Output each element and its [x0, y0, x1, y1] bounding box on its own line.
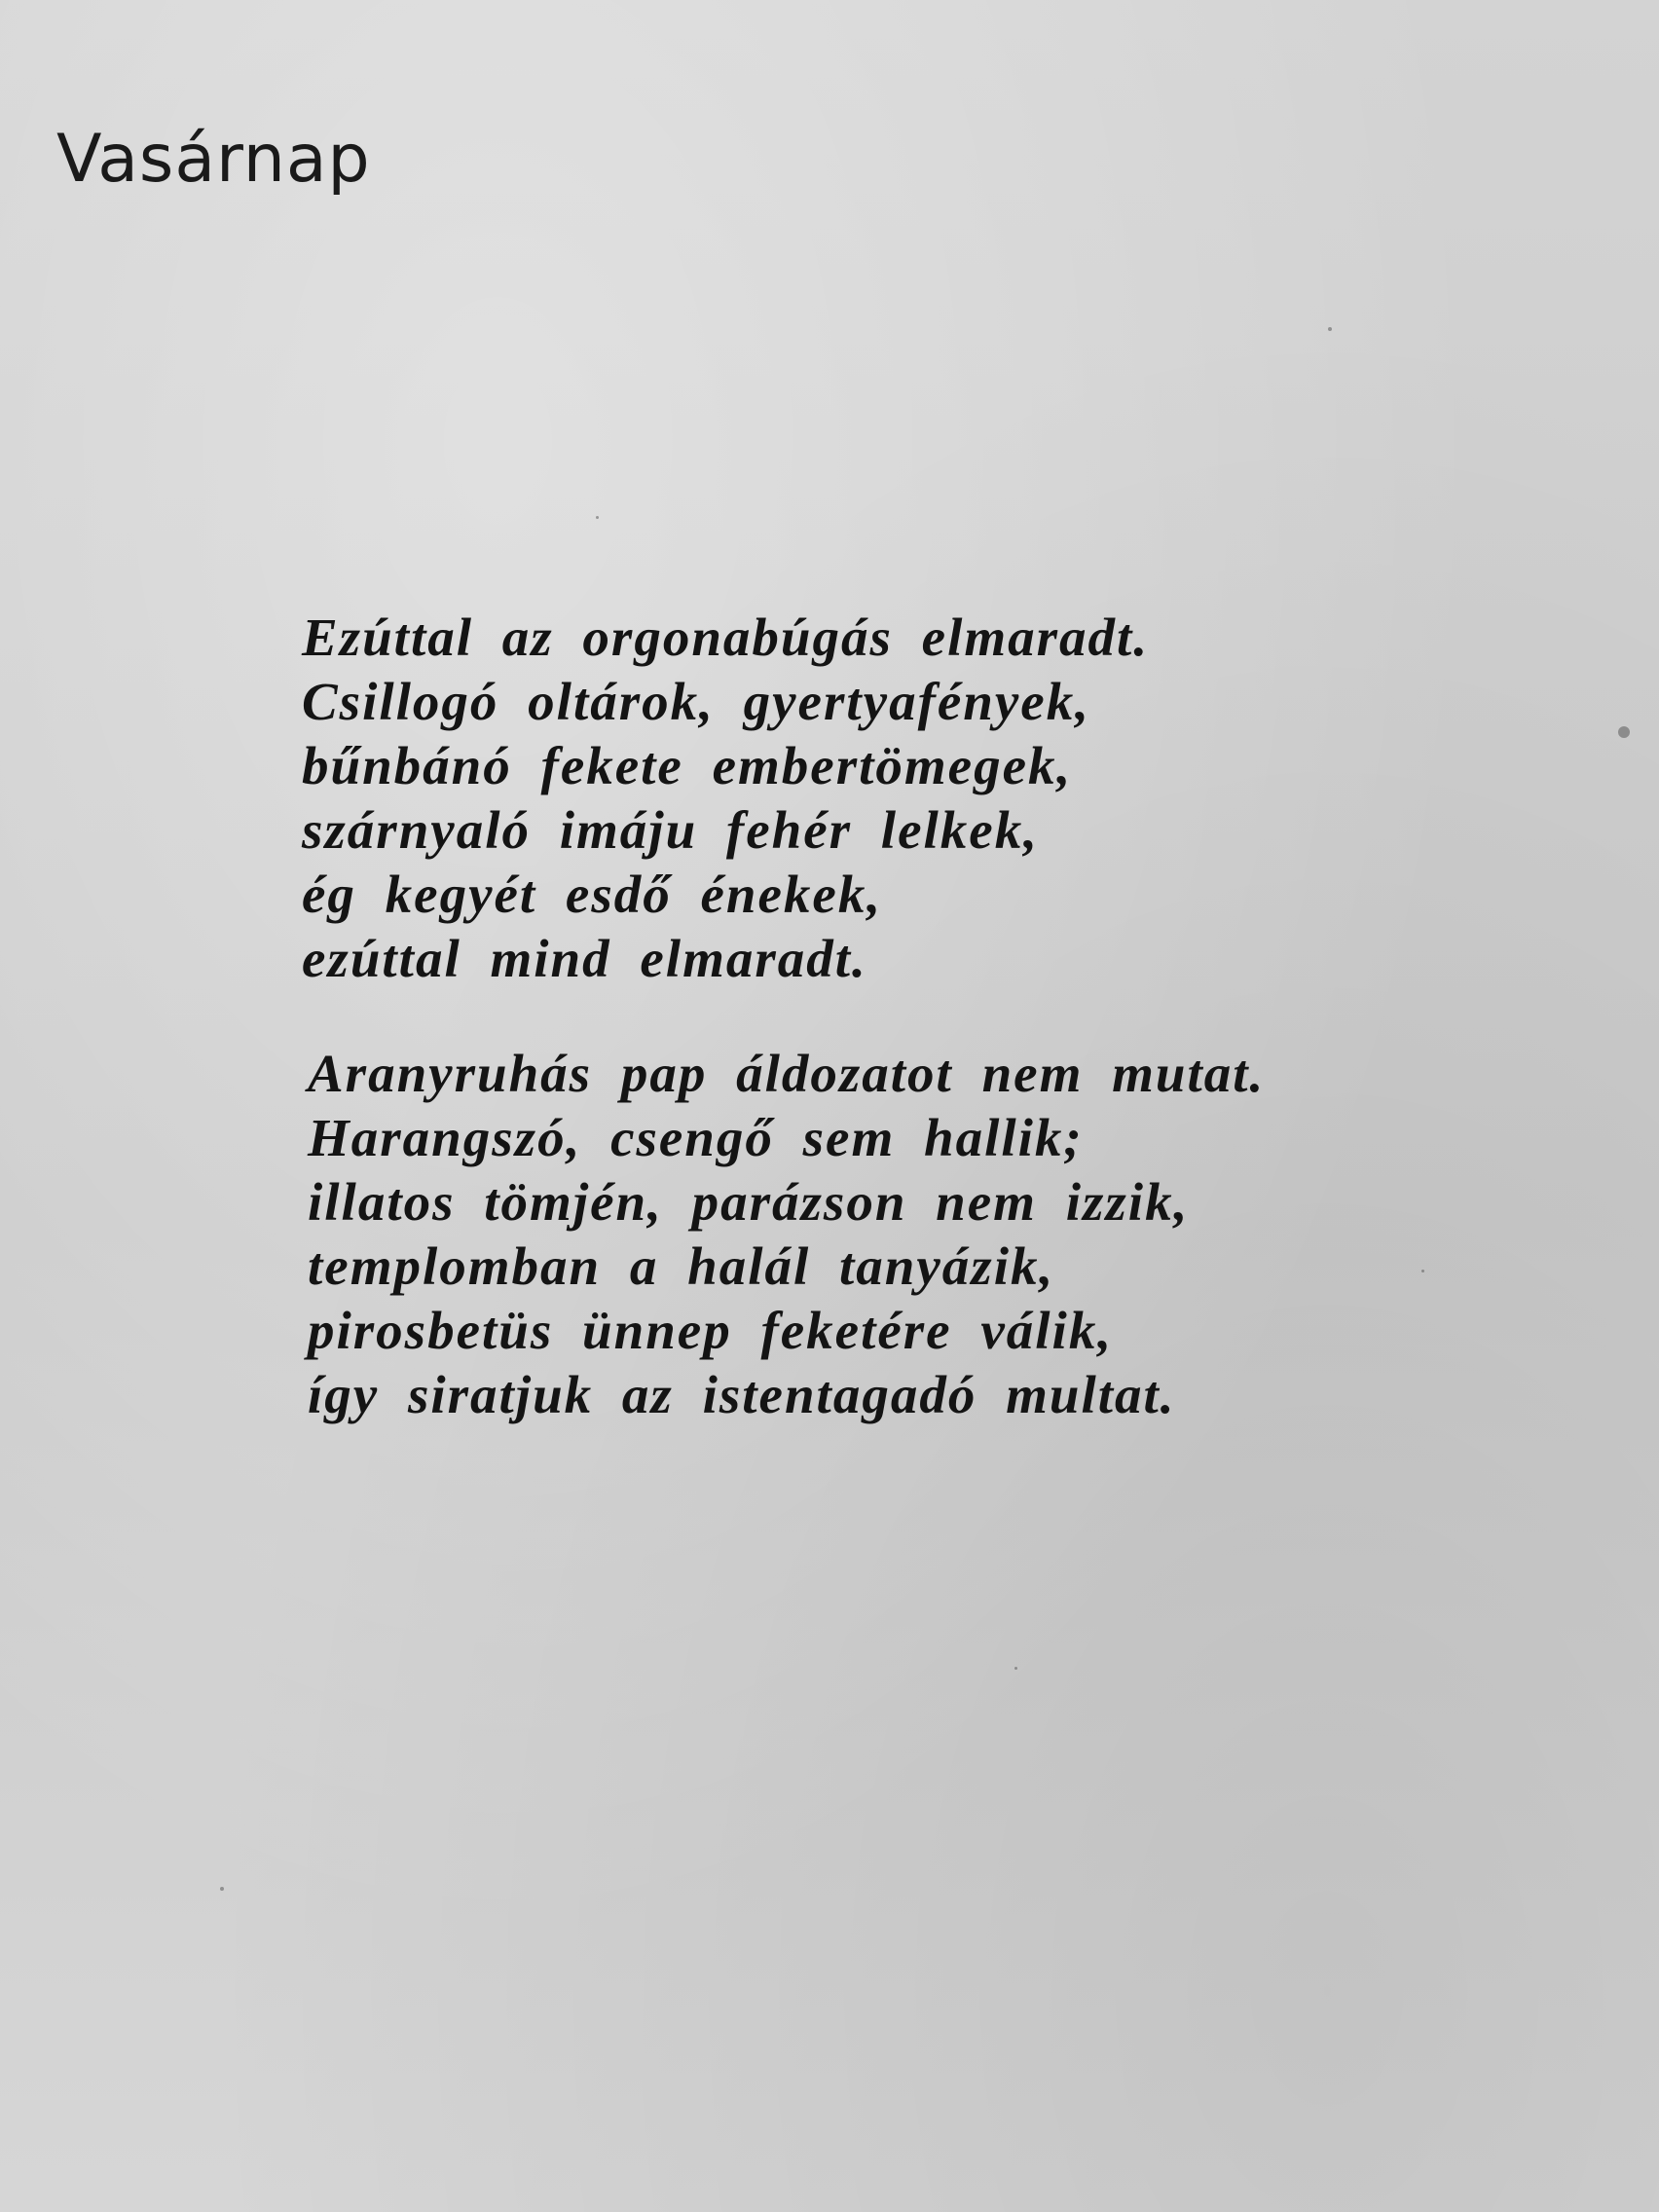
stanza-line: pirosbetüs ünnep feketére válik,	[308, 1301, 1114, 1360]
stanza-line: Csillogó oltárok, gyertyafények,	[302, 672, 1090, 731]
paper-speck	[1014, 1667, 1017, 1670]
stanza-line: ezúttal mind elmaradt.	[302, 929, 867, 988]
stanza-2	[308, 1042, 1265, 1427]
paper-speck	[220, 1887, 224, 1891]
stanza-line: illatos tömjén, parázson nem izzik,	[308, 1172, 1190, 1232]
stanza-line: Ezúttal az orgonabúgás elmaradt.	[302, 608, 1150, 667]
stanza-line: bűnbánó fekete embertömegek,	[302, 736, 1073, 795]
stanza-line: szárnyaló imáju fehér lelkek,	[302, 800, 1039, 860]
paper-speck	[1328, 327, 1332, 331]
stanza-line: Harangszó, csengő sem hallik;	[308, 1108, 1084, 1167]
stanza-line: templomban a halál tanyázik,	[308, 1236, 1055, 1296]
stanza-1	[302, 606, 1149, 991]
poem-title: Vasárnap	[56, 121, 371, 198]
paper-speck	[1618, 726, 1630, 738]
stanza-line: Aranyruhás pap áldozatot nem mutat.	[308, 1044, 1266, 1103]
paper-speck	[1421, 1270, 1424, 1272]
stanza-line: ég kegyét esdő énekek,	[302, 865, 883, 924]
stanza-line: így siratjuk az istentagadó multat.	[308, 1365, 1176, 1424]
paper-speck	[596, 516, 599, 519]
